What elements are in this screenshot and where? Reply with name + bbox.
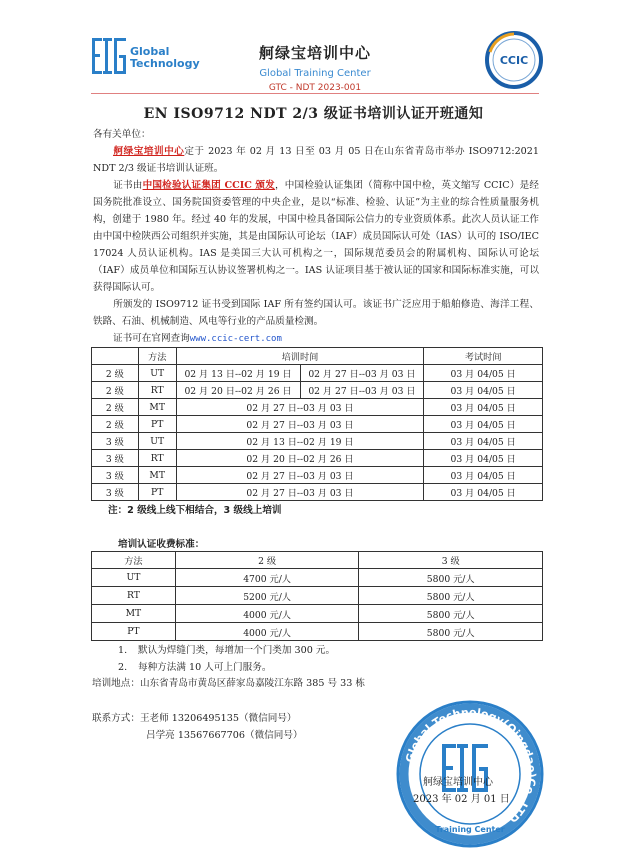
fee-header-level2: 2 级 — [175, 552, 359, 569]
cell-exam-date: 03 月 04/05 日 — [424, 399, 543, 416]
table-row — [92, 467, 543, 484]
cell-method: PT — [138, 416, 176, 433]
paragraph-certificate-prefix: 证书由 — [113, 180, 143, 191]
signature-date: 2023 年 02 月 01 日 — [413, 794, 510, 805]
header-divider — [91, 93, 539, 94]
table-row — [92, 365, 543, 382]
schedule-header-method: 方法 — [138, 348, 176, 365]
cell-training-period: 02 月 27 日--03 月 03 日 — [176, 467, 424, 484]
schedule-header-level — [92, 348, 139, 365]
seal-bottom-text: Training Center — [435, 825, 505, 834]
cell-method: UT — [138, 365, 176, 382]
cell-method: MT — [138, 399, 176, 416]
table-row — [92, 605, 543, 623]
fee-cell-level3: 5800 元/人 — [359, 623, 543, 641]
cell-method: PT — [138, 484, 176, 501]
seal-ring-text: Global Technology(Qingdao)Co.,LTD — [403, 705, 539, 825]
table-row — [92, 433, 543, 450]
cell-level: 3 级 — [92, 450, 139, 467]
fee-cell-method: UT — [92, 569, 176, 587]
cell-method: RT — [138, 450, 176, 467]
cell-level: 2 级 — [92, 416, 139, 433]
signature-org: 舸绿宝培训中心 — [423, 777, 493, 788]
cell-training-period: 02 月 27 日--03 月 03 日 — [176, 484, 424, 501]
cell-training-period: 02 月 27 日--03 月 03 日 — [176, 416, 424, 433]
cell-training-period-2: 02 月 27 日--03 月 03 日 — [300, 382, 424, 399]
cell-training-period-2: 02 月 27 日--03 月 03 日 — [300, 365, 424, 382]
schedule-header-training: 培训时间 — [176, 348, 424, 365]
list-item — [118, 659, 271, 673]
fee-cell-level2: 4000 元/人 — [175, 605, 359, 623]
schedule-table — [91, 347, 543, 501]
table-row — [92, 416, 543, 433]
org-name-cn: 舸绿宝培训中心 — [258, 44, 371, 62]
contact-line-1: 联系方式：王老师 13206495135（微信同号） — [92, 713, 297, 724]
cell-exam-date: 03 月 04/05 日 — [424, 365, 543, 382]
list-item — [118, 642, 335, 656]
cell-exam-date: 03 月 04/05 日 — [424, 450, 543, 467]
cell-exam-date: 03 月 04/05 日 — [424, 416, 543, 433]
fee-cell-level3: 5800 元/人 — [359, 587, 543, 605]
cell-exam-date: 03 月 04/05 日 — [424, 382, 543, 399]
cell-level: 2 级 — [92, 382, 139, 399]
cell-level: 3 级 — [92, 484, 139, 501]
cell-method: RT — [138, 382, 176, 399]
cell-level: 3 级 — [92, 467, 139, 484]
cell-method: UT — [138, 433, 176, 450]
schedule-note: 注：2 级线上线下相结合，3 级线上培训 — [108, 505, 282, 516]
fee-cell-level3: 5800 元/人 — [359, 605, 543, 623]
verify-prefix: 证书可在官网查询 — [113, 333, 190, 344]
fee-header-level3: 3 级 — [359, 552, 543, 569]
logo-word-global: Global — [130, 45, 170, 58]
fee-cell-level2: 4700 元/人 — [175, 569, 359, 587]
table-row — [92, 399, 543, 416]
verify-line — [93, 330, 539, 348]
page-title: EN ISO9712 NDT 2/3 级证书培训认证开班通知 — [143, 106, 484, 122]
paragraph-recognition — [93, 296, 539, 330]
cell-training-period: 02 月 27 日--03 月 03 日 — [176, 399, 424, 416]
fee-cell-level2: 4000 元/人 — [175, 623, 359, 641]
cell-exam-date: 03 月 04/05 日 — [424, 433, 543, 450]
table-row — [92, 623, 543, 641]
fee-heading: 培训认证收费标准： — [118, 539, 205, 550]
table-row — [92, 587, 543, 605]
cell-training-period: 02 月 13 日--02 月 19 日 — [176, 433, 424, 450]
paragraph-intro — [93, 143, 539, 177]
training-address: 培训地点：山东省青岛市黄岛区薛家岛嘉陵江东路 385 号 33 栋 — [92, 678, 365, 689]
fee-table — [91, 551, 543, 641]
paragraph-intro-text: 定于 2023 年 02 月 13 日至 03 月 05 日在山东省青岛市举办 ISO9712:2021 NDT 2/3 级证书培训认证班。 — [93, 146, 539, 174]
contact-line-2: 吕学亮 13567667706（微信同号） — [146, 730, 303, 741]
ccic-logo-text: CCIC — [499, 54, 529, 67]
verify-link[interactable]: www.ccic-cert.com — [189, 334, 282, 344]
schedule-header-exam: 考试时间 — [424, 348, 543, 365]
schedule-header-row — [92, 348, 543, 365]
fee-cell-method: PT — [92, 623, 176, 641]
fee-cell-level3: 5800 元/人 — [359, 569, 543, 587]
fee-cell-method: RT — [92, 587, 176, 605]
paragraph-recognition-text: 所颁发的 ISO9712 证书受到国际 IAF 所有签约国认可。该证书广泛应用于船舶修造、海洋工程、铁路、石油、机械制造、风电等行业的产品质量检测。 — [93, 299, 539, 327]
fee-cell-method: MT — [92, 605, 176, 623]
fee-cell-level2: 5200 元/人 — [175, 587, 359, 605]
cell-method: MT — [138, 467, 176, 484]
list-item-number: 2. — [118, 662, 128, 673]
cell-exam-date: 03 月 04/05 日 — [424, 467, 543, 484]
table-row — [92, 484, 543, 501]
paragraph-certificate-text: ，中国检验认证集团（简称中国中检，英文缩写 CCIC）是经国务院批准设立、国务院国资委管理的中央企业，是以“标准、检验、认证”为主业的综合性质量服务机构，创建于 1980 年。经过 40 年的发展，中国中检具备国际公信力的专业资质体系。此次人员认证工作由中国中检陕西公司组织并实施，其是由国际认可论坛（IAF）成员国际认可处（IAS）认可的 ISO/IEC 17024 人员认证机构。IAS 是美国三大认可机构之一，国际规范委员会的附属机构、国际认可论坛（IAF）成员单位和国际互认协议签署机构之一。IAS 认证项目基于被认证的国家和国际标准实施，可以获得国际认可。 — [93, 180, 540, 293]
logo-word-technology: Technology — [130, 57, 200, 70]
list-item-text: 每种方法满 10 人可上门服务。 — [138, 662, 272, 673]
cell-exam-date: 03 月 04/05 日 — [424, 484, 543, 501]
table-row — [92, 450, 543, 467]
cell-level: 3 级 — [92, 433, 139, 450]
cell-level: 2 级 — [92, 365, 139, 382]
issuer-highlight: 中国检验认证集团 CCIC 颁发 — [142, 180, 275, 191]
org-highlight: 舸绿宝培训中心 — [113, 146, 185, 157]
logo-wordmark — [130, 46, 200, 70]
org-name-en: Global Training Center — [259, 68, 371, 79]
gt-logo-mark-icon — [92, 38, 126, 74]
cell-training-period-1: 02 月 13 日--02 月 19 日 — [176, 365, 300, 382]
paragraph-certificate — [93, 177, 539, 296]
document-code: GTC - NDT 2023-001 — [268, 83, 362, 93]
header-org-block — [200, 42, 430, 79]
table-row — [92, 569, 543, 587]
fee-header-method: 方法 — [92, 552, 176, 569]
list-item-text: 默认为焊缝门类，每增加一个门类加 300 元。 — [138, 645, 336, 656]
ccic-logo-icon — [484, 30, 544, 90]
list-item-number: 1. — [118, 645, 128, 656]
cell-training-period: 02 月 20 日--02 月 26 日 — [176, 450, 424, 467]
salutation: 各有关单位： — [93, 129, 151, 140]
cell-training-period-1: 02 月 20 日--02 月 26 日 — [176, 382, 300, 399]
table-row — [92, 382, 543, 399]
cell-level: 2 级 — [92, 399, 139, 416]
fee-header-row — [92, 552, 543, 569]
